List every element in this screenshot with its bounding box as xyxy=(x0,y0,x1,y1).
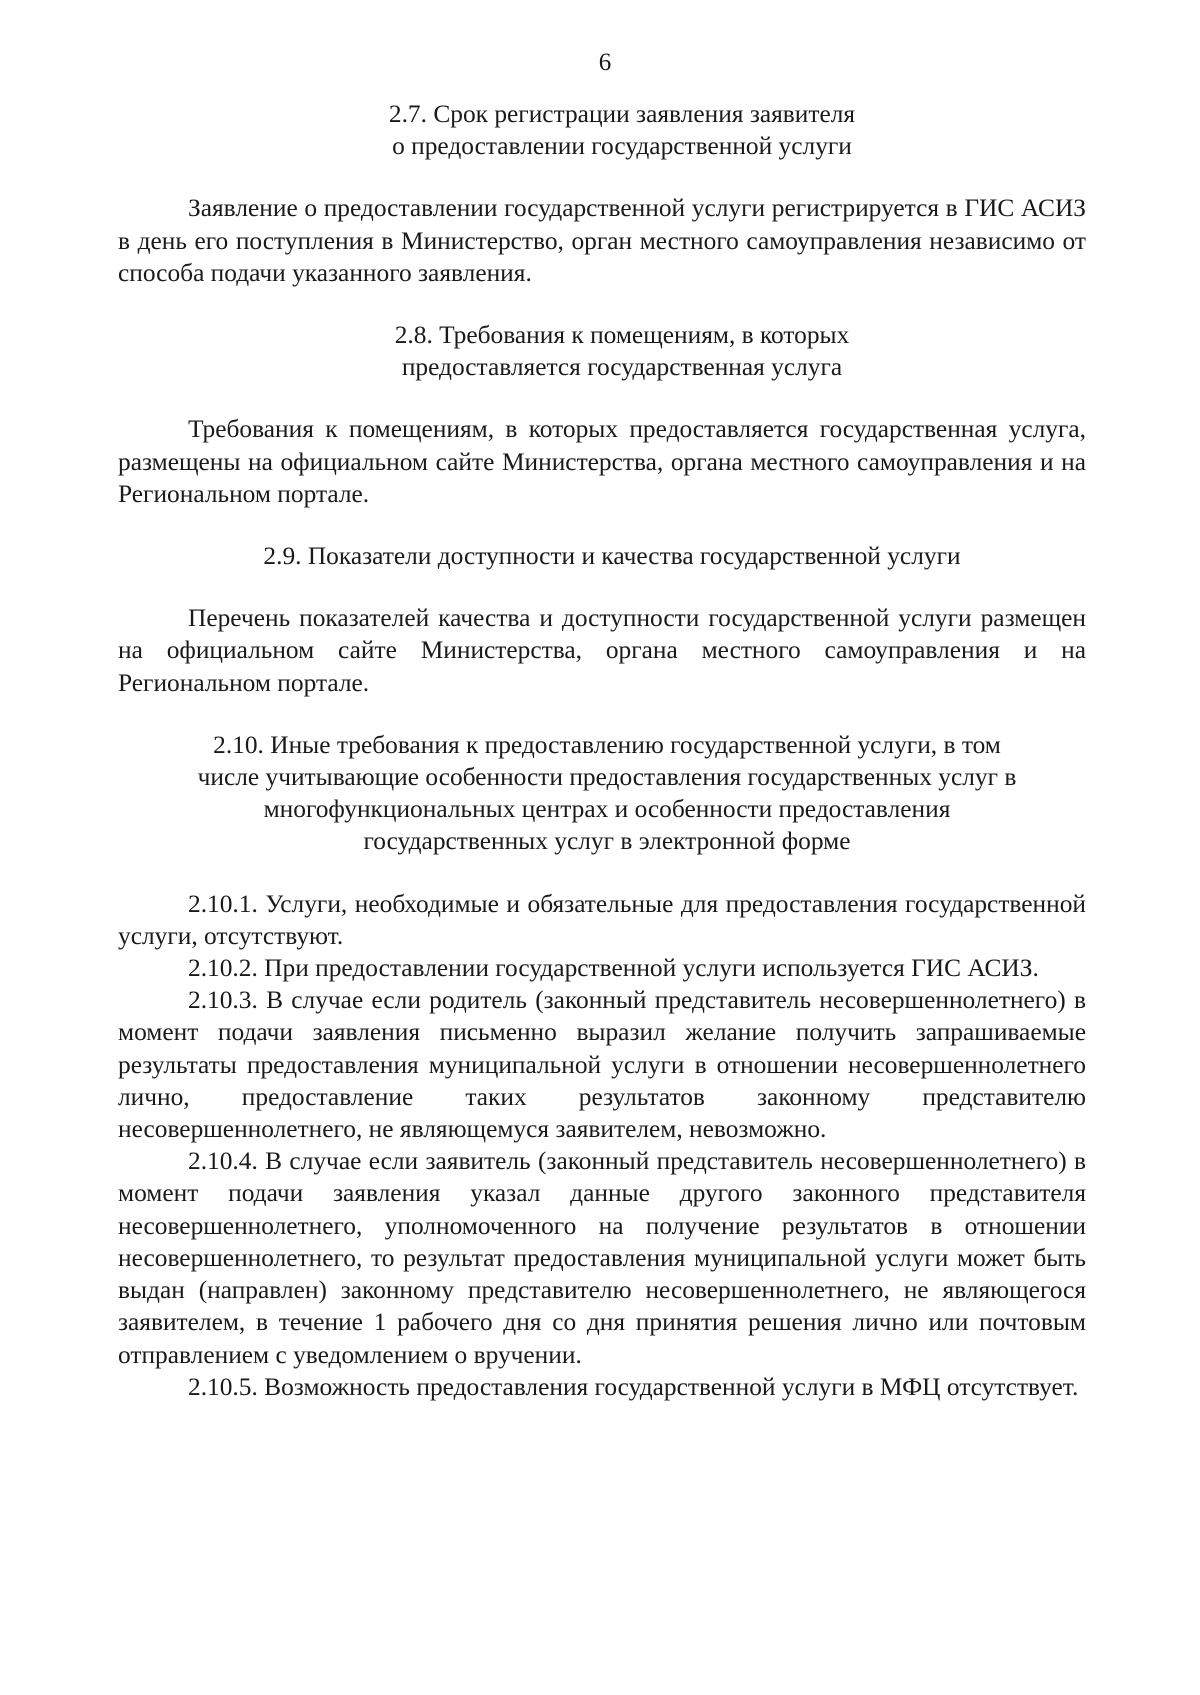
paragraph-2-10-5: 2.10.5. Возможность предоставления государственной услуги в МФЦ отсутствует. xyxy=(188,1372,1079,1401)
paragraph-2-10-1: 2.10.1. Услуги, необходимые и обязательные для предоставления государственной услуги, отсутствуют. xyxy=(118,889,1086,950)
paragraph: Заявление о предоставлении государственной услуги регистрируется в ГИС АСИЗ в день его поступления в Министерство, орган местного самоуправления независимо от способа подачи указанного заявления. xyxy=(118,194,1086,287)
heading-line: многофункциональных центрах и особенности предоставления xyxy=(263,795,951,824)
heading-line: 2.9. Показатели доступности и качества государственной услуги xyxy=(263,542,961,571)
heading-line: числе учитывающие особенности предоставления государственных услуг в xyxy=(197,763,1017,792)
section-heading-2-7 xyxy=(118,98,1086,162)
heading-line: государственных услуг в электронной форме xyxy=(363,827,851,856)
paragraph-2-10-3: 2.10.3. В случае если родитель (законный представитель несовершеннолетнего) в момент подачи заявления письменно выразил желание получить запрашиваемые результаты предоставления муниципальной услуги в отношении несовершеннолетнего лично, предоставление таких результатов законному представителю несовершеннолетнего, не являющемуся заявителем, невозможно. xyxy=(118,986,1086,1144)
page-number: 6 xyxy=(598,49,612,76)
heading-line: предоставляется государственная услуга xyxy=(401,353,843,382)
section-heading-2-8 xyxy=(118,319,1086,383)
section-heading-2-9 xyxy=(118,540,1086,572)
heading-line: о предоставлении государственной услуги xyxy=(392,132,852,161)
heading-line: 2.7. Срок регистрации заявления заявителя xyxy=(388,100,856,128)
document-body xyxy=(118,98,1086,1403)
paragraph: Требования к помещениям, в которых предоставляется государственная услуга, размещены на официальном сайте Министерства, органа местного самоуправления и на Региональном портале. xyxy=(118,415,1086,508)
paragraph-2-10-2: 2.10.2. При предоставлении государственной услуги используется ГИС АСИЗ. xyxy=(188,954,1039,983)
paragraph-2-10-4: 2.10.4. В случае если заявитель (законный представитель несовершеннолетнего) в момент подачи заявления указал данные другого законного представителя несовершеннолетнего, уполномоченного на получение результатов в отношении несовершеннолетнего, то результат предоставления муниципальной услуги может быть выдан (направлен) законному представителю несовершеннолетнего, не являющегося заявителем, в течение 1 рабочего дня со дня принятия решения лично или почтовым отправлением с уведомлением о вручении. xyxy=(118,1147,1086,1369)
paragraph: Перечень показателей качества и доступности государственной услуги размещен на официальном сайте Министерства, органа местного самоуправления и на Региональном портале. xyxy=(118,604,1086,697)
heading-line: 2.8. Требования к помещениям, в которых xyxy=(394,321,850,350)
section-heading-2-10 xyxy=(118,729,1086,858)
heading-line: 2.10. Иные требования к предоставлению государственной услуги, в том xyxy=(213,730,1001,759)
